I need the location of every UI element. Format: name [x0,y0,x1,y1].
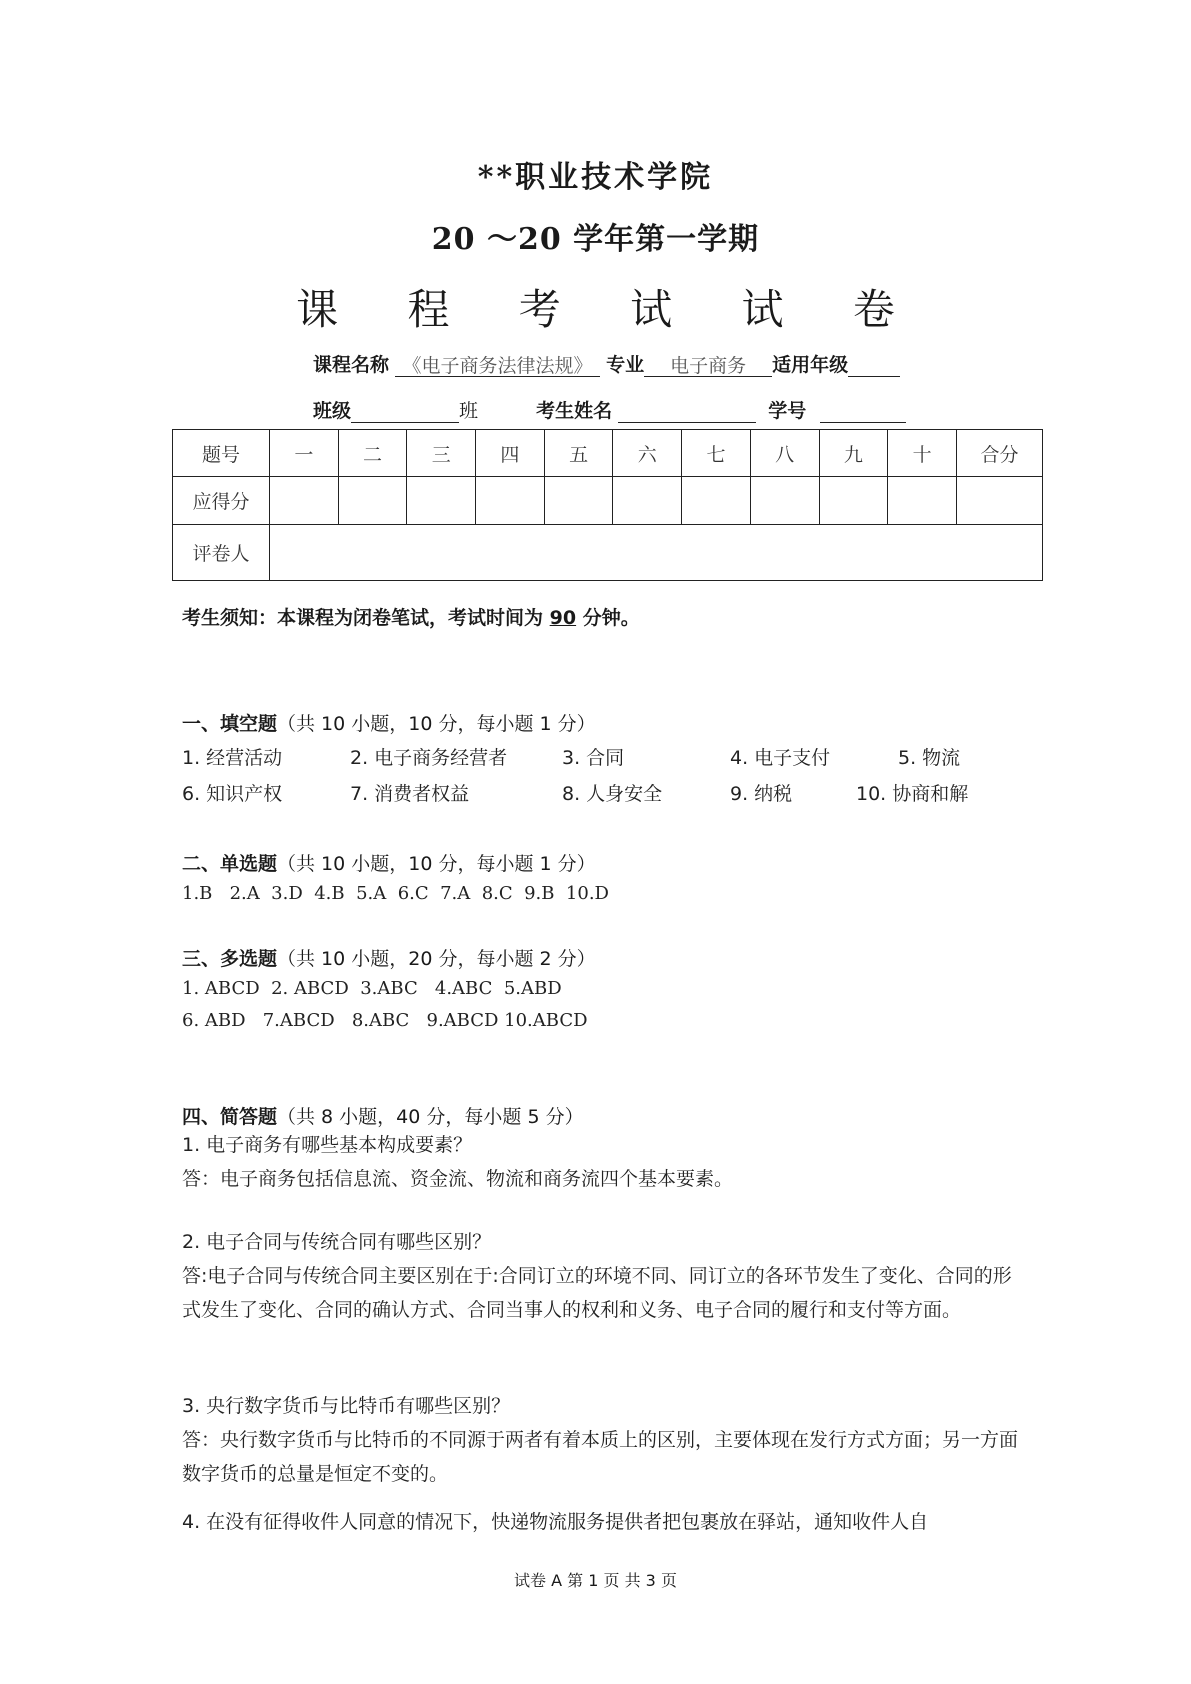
question-1: 1. 电子商务有哪些基本构成要素？ [182,1134,473,1156]
col-header-total: 合分 [957,430,1043,477]
s1-answer: 1. 经营活动 [182,747,283,769]
section-4-title [182,1102,584,1129]
notice-suffix: 分钟。 [582,607,640,629]
col-header: 七 [682,430,751,477]
name-label: 考生姓名 [536,400,613,422]
course-info-line [313,350,900,377]
score-cell[interactable] [888,477,957,525]
score-cell[interactable] [750,477,819,525]
col-header: 五 [544,430,613,477]
school-name: **职业技术学院 [477,160,714,195]
row-header-points: 应得分 [173,477,270,525]
notice-prefix: 考生须知：本课程为闭卷笔试，考试时间为 [182,607,544,629]
major-label: 专业 [606,354,645,376]
section-2-title [182,849,596,876]
section-4-note: （共 8 小题，40 分，每小题 5 分） [277,1106,584,1128]
grader-cell[interactable] [270,525,1043,581]
student-id-field[interactable] [820,422,906,423]
col-header: 一 [270,430,339,477]
s1-answer: 7. 消费者权益 [350,783,470,805]
score-cell[interactable] [338,477,407,525]
col-header: 九 [819,430,888,477]
score-cell[interactable] [682,477,751,525]
col-header: 二 [338,430,407,477]
s2-answers: 1.B 2.A 3.D 4.B 5.A 6.C 7.A 8.C 9.B 10.D [182,883,609,904]
s3-answers-line1: 1. ABCD 2. ABCD 3.ABC 4.ABC 5.ABD [182,978,562,999]
score-cell[interactable] [270,477,339,525]
s1-answer: 3. 合同 [562,747,625,769]
page-footer: 试卷 A 第 1 页 共 3 页 [514,1571,677,1590]
section-1-note: （共 10 小题，10 分，每小题 1 分） [277,713,596,735]
section-3-title [182,944,596,971]
s3-answers-line2: 6. ABD 7.ABCD 8.ABC 9.ABCD 10.ABCD [182,1010,588,1031]
score-cell[interactable] [819,477,888,525]
exam-title: 课 程 考 试 试 卷 [296,285,923,334]
major-value: 电子商务 [644,356,772,377]
row-header-question-no: 题号 [173,430,270,477]
student-name-field[interactable] [618,422,756,423]
section-1-heading: 一、填空题 [182,713,278,735]
section-1-title [182,709,596,736]
score-table [172,429,1043,581]
class-field[interactable] [351,422,459,423]
question-3: 3. 央行数字货币与比特币有哪些区别？ [182,1395,511,1417]
score-cell[interactable] [476,477,545,525]
score-cell-total[interactable] [957,477,1043,525]
exam-notice [182,603,640,630]
score-table-header-row [173,430,1043,477]
s1-answer: 5. 物流 [898,747,961,769]
student-id-label: 学号 [768,400,807,422]
col-header: 八 [750,430,819,477]
col-header: 十 [888,430,957,477]
section-4-heading: 四、简答题 [182,1106,278,1128]
s1-answer: 10. 协商和解 [856,783,969,805]
score-cell[interactable] [407,477,476,525]
col-header: 四 [476,430,545,477]
s1-answer: 9. 纳税 [730,783,793,805]
answer-1: 答：电子商务包括信息流、资金流、物流和商务流四个基本要素。 [182,1168,734,1190]
course-label: 课程名称 [313,354,390,376]
col-header: 三 [407,430,476,477]
col-header: 六 [613,430,682,477]
score-table-grader-row [173,525,1043,581]
question-4: 4. 在没有征得收件人同意的情况下，快递物流服务提供者把包裹放在驿站，通知收件人自 [182,1511,929,1533]
class-suffix: 班 [459,400,479,422]
grade-label: 适用年级 [772,354,849,376]
s1-answer: 4. 电子支付 [730,747,831,769]
row-header-grader: 评卷人 [173,525,270,581]
question-2: 2. 电子合同与传统合同有哪些区别？ [182,1231,492,1253]
s1-answer: 2. 电子商务经营者 [350,747,508,769]
section-3-heading: 三、多选题 [182,948,278,970]
s1-answer: 8. 人身安全 [562,783,663,805]
section-2-heading: 二、单选题 [182,853,278,875]
score-table-points-row [173,477,1043,525]
answer-3: 答：央行数字货币与比特币的不同源于两者有着本质上的区别，主要体现在发行方式方面；另一方面数字货币的总量是恒定不变的。 [182,1429,1019,1485]
student-info-line [313,396,906,423]
score-cell[interactable] [544,477,613,525]
academic-term: 20 ～20 学年第一学期 [431,222,760,257]
course-value: 《电子商务法律法规》 [395,356,600,377]
s1-answer: 6. 知识产权 [182,783,283,805]
section-3-note: （共 10 小题，20 分，每小题 2 分） [277,948,596,970]
answer-2: 答:电子合同与传统合同主要区别在于:合同订立的环境不同、同订立的各环节发生了变化、合同的形式发生了变化、合同的确认方式、合同当事人的权利和义务、电子合同的履行和支付等方面。 [182,1265,1012,1321]
notice-minutes: 90 [549,607,577,629]
score-cell[interactable] [613,477,682,525]
class-label: 班级 [313,400,352,422]
grade-value [848,376,900,377]
section-2-note: （共 10 小题，10 分，每小题 1 分） [277,853,596,875]
